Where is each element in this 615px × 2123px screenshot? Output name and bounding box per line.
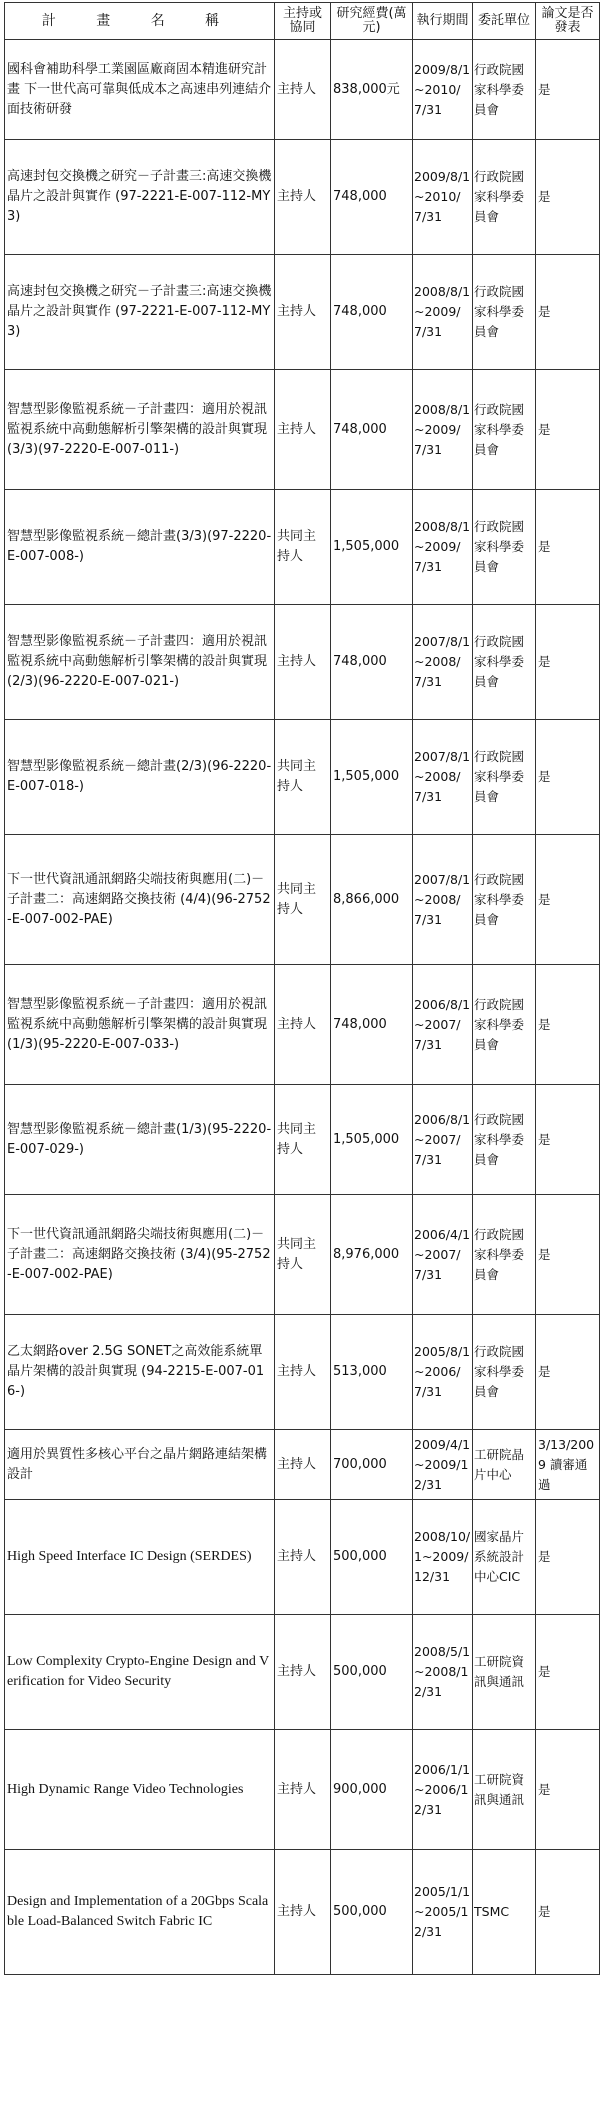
cell-published: 是 [536,1195,600,1315]
cell-period: 2007/8/1~2008/7/31 [413,720,473,835]
table-row [5,1085,600,1195]
cell-role: 主持人 [275,40,331,140]
project-table [4,2,600,1975]
cell-agency: 行政院國家科學委員會 [473,605,536,720]
cell-role: 主持人 [275,1500,331,1615]
cell-period: 2006/8/1~2007/7/31 [413,1085,473,1195]
cell-name: 國科會補助科學工業園區廠商固本精進研究計畫 下一世代高可靠與低成本之高速串列連結介面技術研發 [5,40,275,140]
cell-budget: 500,000 [331,1850,413,1975]
cell-role: 主持人 [275,140,331,255]
cell-name: 智慧型影像監視系統－子計畫四：適用於視訊監視系統中高動態解析引擎架構的設計與實現 (3/3)(97-2220-E-007-011-) [5,370,275,490]
table-row [5,490,600,605]
table-row [5,1500,600,1615]
table-row [5,1615,600,1730]
table-row [5,1430,600,1500]
cell-budget: 748,000 [331,370,413,490]
cell-budget: 8,866,000 [331,835,413,965]
cell-role: 主持人 [275,255,331,370]
cell-budget: 1,505,000 [331,1085,413,1195]
table-row [5,1315,600,1430]
table-row [5,965,600,1085]
cell-agency: 工研院資訊與通訊 [473,1730,536,1850]
cell-agency: 行政院國家科學委員會 [473,1085,536,1195]
cell-published: 是 [536,1730,600,1850]
cell-budget: 700,000 [331,1430,413,1500]
table-row [5,835,600,965]
table-row [5,1195,600,1315]
header-published: 論文是否發表 [536,3,600,40]
cell-role: 主持人 [275,1615,331,1730]
cell-agency: 行政院國家科學委員會 [473,40,536,140]
cell-published: 是 [536,370,600,490]
cell-name: High Speed Interface IC Design (SERDES) [5,1500,275,1615]
cell-agency: 行政院國家科學委員會 [473,370,536,490]
cell-budget: 748,000 [331,255,413,370]
cell-published: 是 [536,40,600,140]
cell-name: 高速封包交換機之研究－子計畫三:高速交換機晶片之設計與實作 (97-2221-E-007-112-MY3) [5,255,275,370]
cell-role: 主持人 [275,370,331,490]
table-row [5,40,600,140]
cell-period: 2008/10/1~2009/12/31 [413,1500,473,1615]
cell-role: 共同主持人 [275,490,331,605]
cell-published: 是 [536,1085,600,1195]
header-name: 計 畫 名 稱 [5,3,275,40]
cell-budget: 748,000 [331,965,413,1085]
cell-name: 智慧型影像監視系統－子計畫四：適用於視訊監視系統中高動態解析引擎架構的設計與實現 (1/3)(95-2220-E-007-033-) [5,965,275,1085]
header-agency: 委託單位 [473,3,536,40]
cell-name: 下一世代資訊通訊網路尖端技術與應用(二)－子計畫二：高速網路交換技術 (4/4)(96-2752-E-007-002-PAE) [5,835,275,965]
cell-period: 2008/8/1~2009/7/31 [413,370,473,490]
cell-agency: 工研院晶片中心 [473,1430,536,1500]
cell-period: 2007/8/1~2008/7/31 [413,835,473,965]
cell-name: 智慧型影像監視系統－子計畫四：適用於視訊監視系統中高動態解析引擎架構的設計與實現 (2/3)(96-2220-E-007-021-) [5,605,275,720]
cell-published: 是 [536,1615,600,1730]
cell-agency: 行政院國家科學委員會 [473,720,536,835]
cell-period: 2007/8/1~2008/7/31 [413,605,473,720]
cell-role: 共同主持人 [275,1085,331,1195]
cell-published: 3/13/2009 讀審通過 [536,1430,600,1500]
cell-agency: 行政院國家科學委員會 [473,965,536,1085]
cell-role: 主持人 [275,1430,331,1500]
cell-period: 2005/1/1~2005/12/31 [413,1850,473,1975]
cell-budget: 500,000 [331,1615,413,1730]
cell-budget: 748,000 [331,140,413,255]
cell-agency: 國家晶片系統設計中心CIC [473,1500,536,1615]
cell-period: 2006/1/1~2006/12/31 [413,1730,473,1850]
cell-role: 主持人 [275,605,331,720]
header-budget: 研究經費(萬元) [331,3,413,40]
cell-published: 是 [536,720,600,835]
header-role: 主持或協同 [275,3,331,40]
cell-agency: 行政院國家科學委員會 [473,255,536,370]
cell-published: 是 [536,490,600,605]
table-row [5,370,600,490]
cell-budget: 1,505,000 [331,490,413,605]
cell-period: 2008/5/1~2008/12/31 [413,1615,473,1730]
header-period: 執行期間 [413,3,473,40]
cell-name: 智慧型影像監視系統－總計畫(3/3)(97-2220-E-007-008-) [5,490,275,605]
table-row [5,1850,600,1975]
cell-published: 是 [536,140,600,255]
header-row [5,3,600,40]
cell-name: 智慧型影像監視系統－總計畫(2/3)(96-2220-E-007-018-) [5,720,275,835]
cell-agency: 行政院國家科學委員會 [473,140,536,255]
cell-published: 是 [536,835,600,965]
cell-role: 主持人 [275,1315,331,1430]
cell-period: 2008/8/1~2009/7/31 [413,490,473,605]
cell-period: 2008/8/1~2009/7/31 [413,255,473,370]
cell-name: Design and Implementation of a 20Gbps Scalable Load-Balanced Switch Fabric IC [5,1850,275,1975]
cell-role: 共同主持人 [275,720,331,835]
cell-agency: TSMC [473,1850,536,1975]
cell-period: 2006/8/1~2007/7/31 [413,965,473,1085]
cell-name: High Dynamic Range Video Technologies [5,1730,275,1850]
table-row [5,720,600,835]
cell-published: 是 [536,1315,600,1430]
table-row [5,140,600,255]
cell-published: 是 [536,1850,600,1975]
cell-agency: 行政院國家科學委員會 [473,835,536,965]
cell-name: 下一世代資訊通訊網路尖端技術與應用(二)－子計畫二：高速網路交換技術 (3/4)(95-2752-E-007-002-PAE) [5,1195,275,1315]
cell-role: 主持人 [275,1730,331,1850]
cell-budget: 838,000元 [331,40,413,140]
cell-published: 是 [536,605,600,720]
cell-agency: 工研院資訊與通訊 [473,1615,536,1730]
cell-published: 是 [536,1500,600,1615]
table-row [5,255,600,370]
cell-role: 主持人 [275,965,331,1085]
cell-period: 2006/4/1~2007/7/31 [413,1195,473,1315]
cell-period: 2009/8/1~2010/7/31 [413,140,473,255]
cell-period: 2005/8/1~2006/7/31 [413,1315,473,1430]
cell-budget: 500,000 [331,1500,413,1615]
cell-budget: 748,000 [331,605,413,720]
cell-budget: 1,505,000 [331,720,413,835]
cell-name: Low Complexity Crypto-Engine Design and Verification for Video Security [5,1615,275,1730]
cell-name: 高速封包交換機之研究－子計畫三:高速交換機晶片之設計與實作 (97-2221-E-007-112-MY3) [5,140,275,255]
cell-role: 共同主持人 [275,835,331,965]
cell-agency: 行政院國家科學委員會 [473,1195,536,1315]
cell-published: 是 [536,255,600,370]
table-row [5,605,600,720]
cell-role: 共同主持人 [275,1195,331,1315]
cell-budget: 900,000 [331,1730,413,1850]
cell-name: 適用於異質性多核心平台之晶片網路連結架構設計 [5,1430,275,1500]
cell-agency: 行政院國家科學委員會 [473,1315,536,1430]
cell-role: 主持人 [275,1850,331,1975]
cell-budget: 8,976,000 [331,1195,413,1315]
cell-published: 是 [536,965,600,1085]
cell-name: 乙太網路over 2.5G SONET之高效能系統單晶片架構的設計與實現 (94-2215-E-007-016-) [5,1315,275,1430]
cell-period: 2009/8/1~2010/7/31 [413,40,473,140]
cell-budget: 513,000 [331,1315,413,1430]
cell-name: 智慧型影像監視系統－總計畫(1/3)(95-2220-E-007-029-) [5,1085,275,1195]
cell-period: 2009/4/1~2009/12/31 [413,1430,473,1500]
table-row [5,1730,600,1850]
cell-agency: 行政院國家科學委員會 [473,490,536,605]
